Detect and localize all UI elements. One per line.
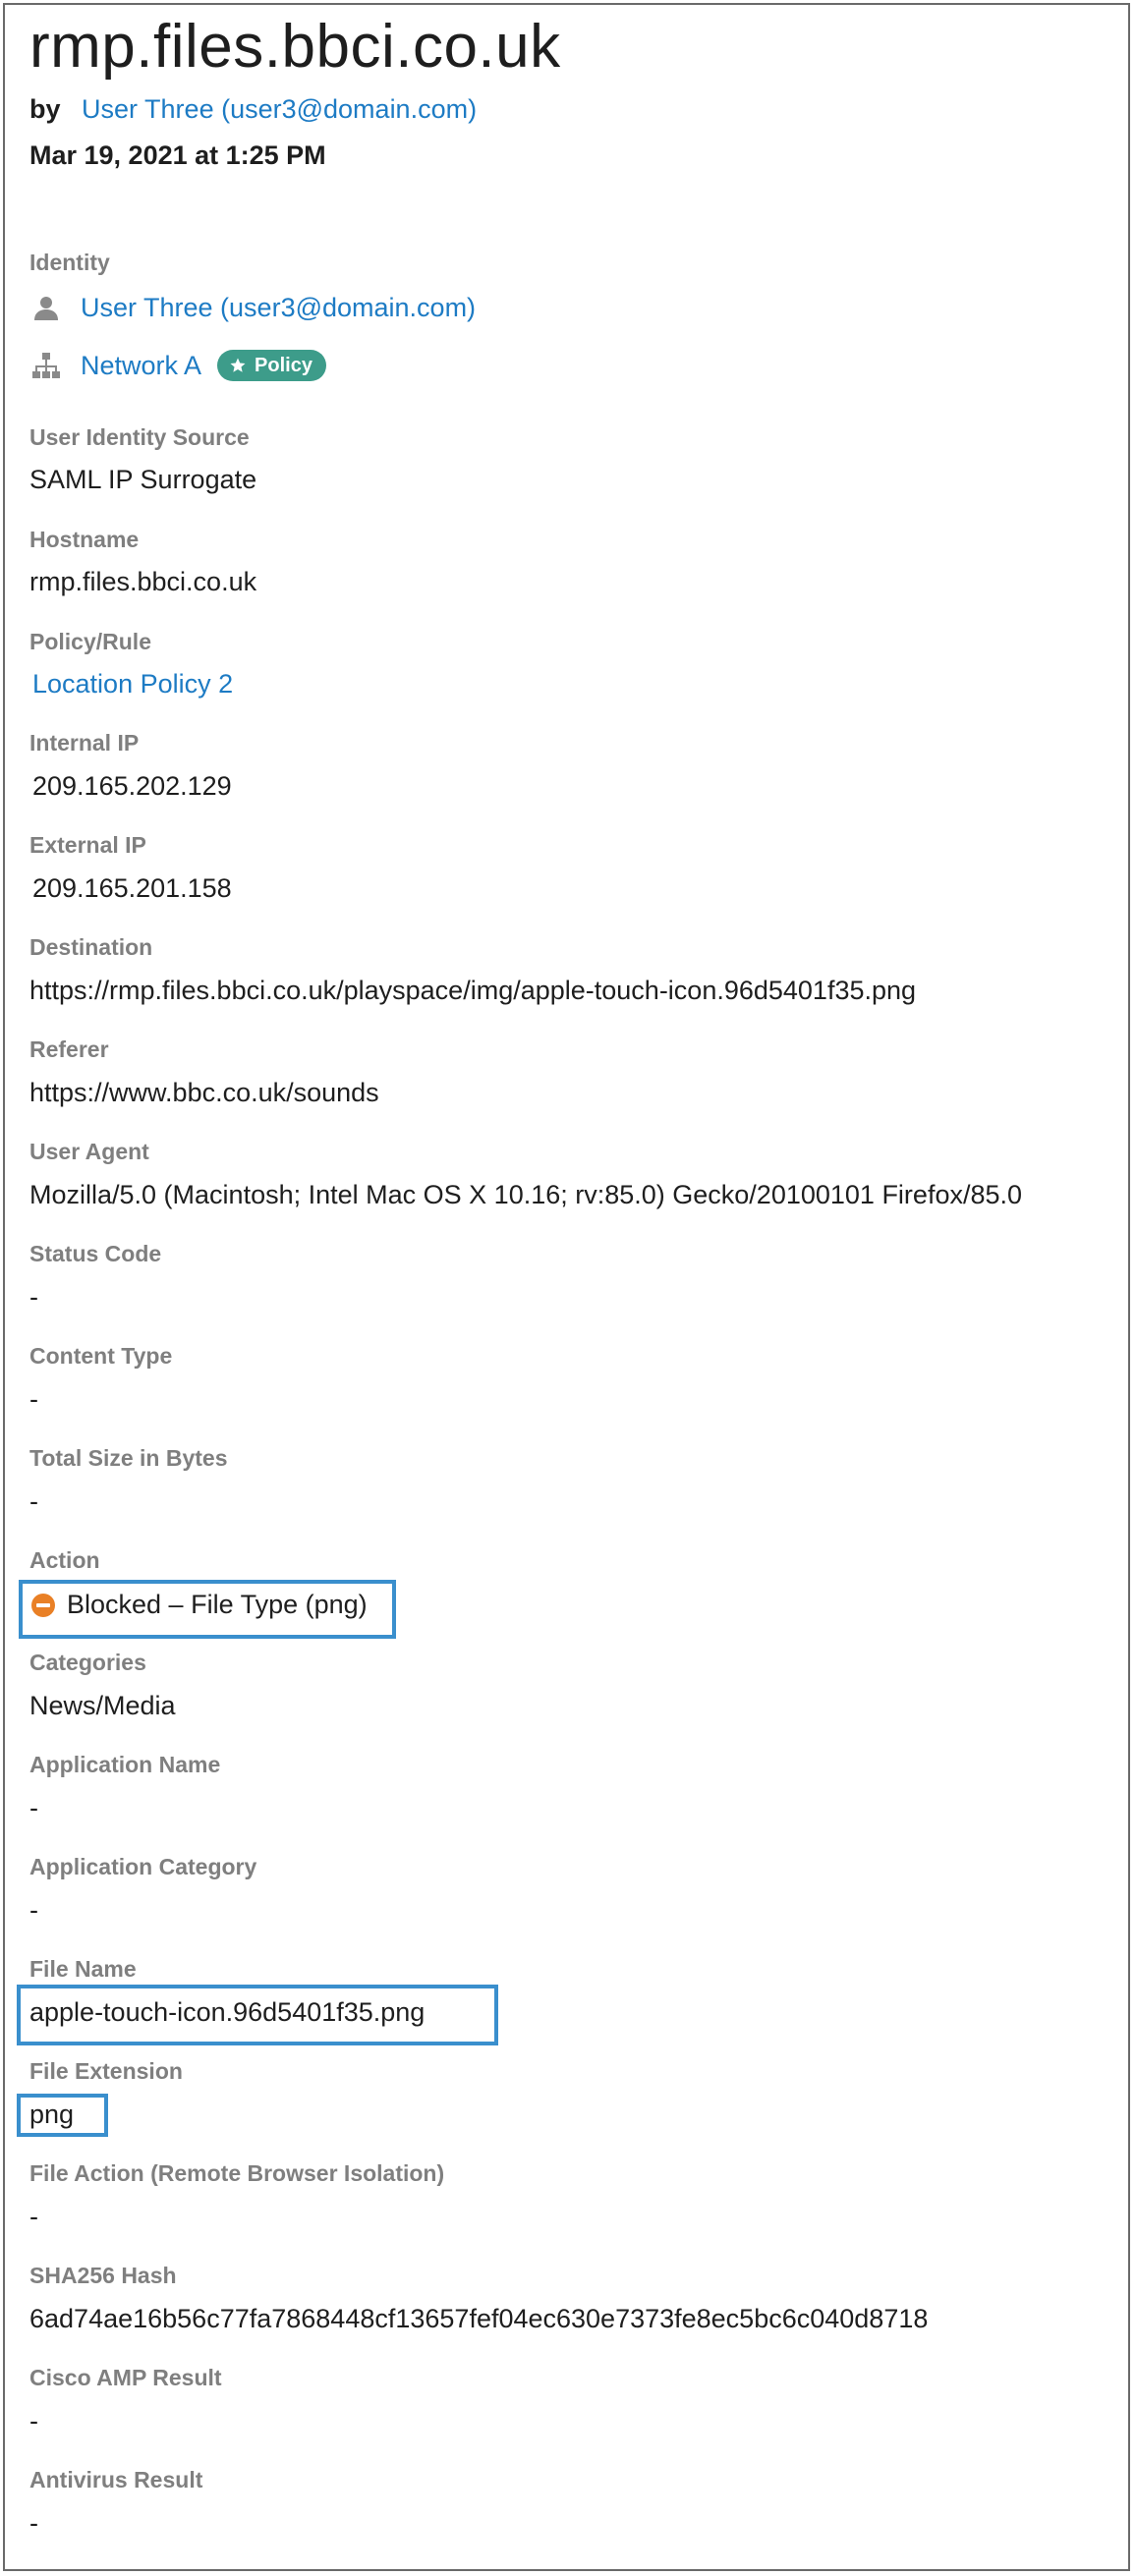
internal-ip-value: 209.165.202.129 — [32, 771, 232, 801]
user-identity-source-label: User Identity Source — [29, 424, 250, 450]
policy-rule-link[interactable]: Location Policy 2 — [32, 669, 234, 699]
identity-network-row — [29, 349, 326, 382]
total-size-value: - — [29, 1486, 38, 1516]
external-ip-label: External IP — [29, 832, 146, 858]
network-link[interactable]: Network A — [81, 350, 202, 380]
categories-value: News/Media — [29, 1691, 176, 1720]
author-link[interactable]: User Three (user3@domain.com) — [82, 94, 478, 124]
action-label: Action — [29, 1547, 100, 1573]
user-agent-label: User Agent — [29, 1139, 149, 1164]
star-icon — [229, 357, 247, 374]
sha256-label: SHA256 Hash — [29, 2263, 177, 2288]
destination-label: Destination — [29, 934, 153, 960]
identity-user-row[interactable] — [29, 291, 476, 324]
antivirus-label: Antivirus Result — [29, 2467, 203, 2492]
author-line — [29, 94, 477, 125]
referer-label: Referer — [29, 1036, 109, 1062]
application-category-value: - — [29, 1895, 38, 1925]
user-icon — [29, 291, 63, 324]
application-category-label: Application Category — [29, 1854, 257, 1879]
file-action-label: File Action (Remote Browser Isolation) — [29, 2160, 445, 2186]
by-label: by — [29, 94, 61, 124]
referer-value: https://www.bbc.co.uk/sounds — [29, 1078, 379, 1107]
status-code-label: Status Code — [29, 1241, 162, 1266]
content-type-value: - — [29, 1384, 38, 1414]
action-value-row — [29, 1590, 368, 1620]
sha256-value: 6ad74ae16b56c77fa7868448cf13657fef04ec630e7373fe8ec5bc6c040d8718 — [29, 2304, 929, 2333]
file-action-value: - — [29, 2202, 38, 2231]
blocked-icon — [31, 1594, 55, 1617]
cisco-amp-value: - — [29, 2406, 38, 2436]
user-identity-source-value: SAML IP Surrogate — [29, 465, 257, 494]
file-name-value: apple-touch-icon.96d5401f35.png — [29, 1997, 426, 2027]
application-name-value: - — [29, 1793, 38, 1822]
file-extension-label: File Extension — [29, 2058, 183, 2084]
antivirus-value: - — [29, 2508, 38, 2538]
hostname-label: Hostname — [29, 527, 140, 552]
file-name-label: File Name — [29, 1956, 137, 1982]
policy-badge — [217, 350, 326, 381]
network-icon — [29, 349, 63, 382]
identity-label: Identity — [29, 250, 110, 275]
user-agent-value: Mozilla/5.0 (Macintosh; Intel Mac OS X 10.16; rv:85.0) Gecko/20100101 Firefox/85.0 — [29, 1180, 1023, 1209]
hostname-value: rmp.files.bbci.co.uk — [29, 567, 257, 596]
internal-ip-label: Internal IP — [29, 730, 140, 756]
policy-rule-label: Policy/Rule — [29, 629, 151, 654]
cisco-amp-label: Cisco AMP Result — [29, 2365, 222, 2390]
policy-badge-label: Policy — [255, 354, 312, 376]
external-ip-value: 209.165.201.158 — [32, 873, 232, 903]
application-name-label: Application Name — [29, 1752, 221, 1777]
total-size-label: Total Size in Bytes — [29, 1445, 228, 1471]
destination-value: https://rmp.files.bbci.co.uk/playspace/img/apple-touch-icon.96d5401f35.png — [29, 976, 917, 1005]
categories-label: Categories — [29, 1650, 146, 1675]
content-type-label: Content Type — [29, 1343, 173, 1369]
action-value: Blocked – File Type (png) — [67, 1590, 368, 1619]
status-code-value: - — [29, 1282, 38, 1312]
event-timestamp: Mar 19, 2021 at 1:25 PM — [29, 140, 326, 170]
page-title: rmp.files.bbci.co.uk — [29, 13, 561, 81]
file-extension-value: png — [29, 2100, 75, 2129]
identity-user-link[interactable]: User Three (user3@domain.com) — [81, 292, 477, 322]
